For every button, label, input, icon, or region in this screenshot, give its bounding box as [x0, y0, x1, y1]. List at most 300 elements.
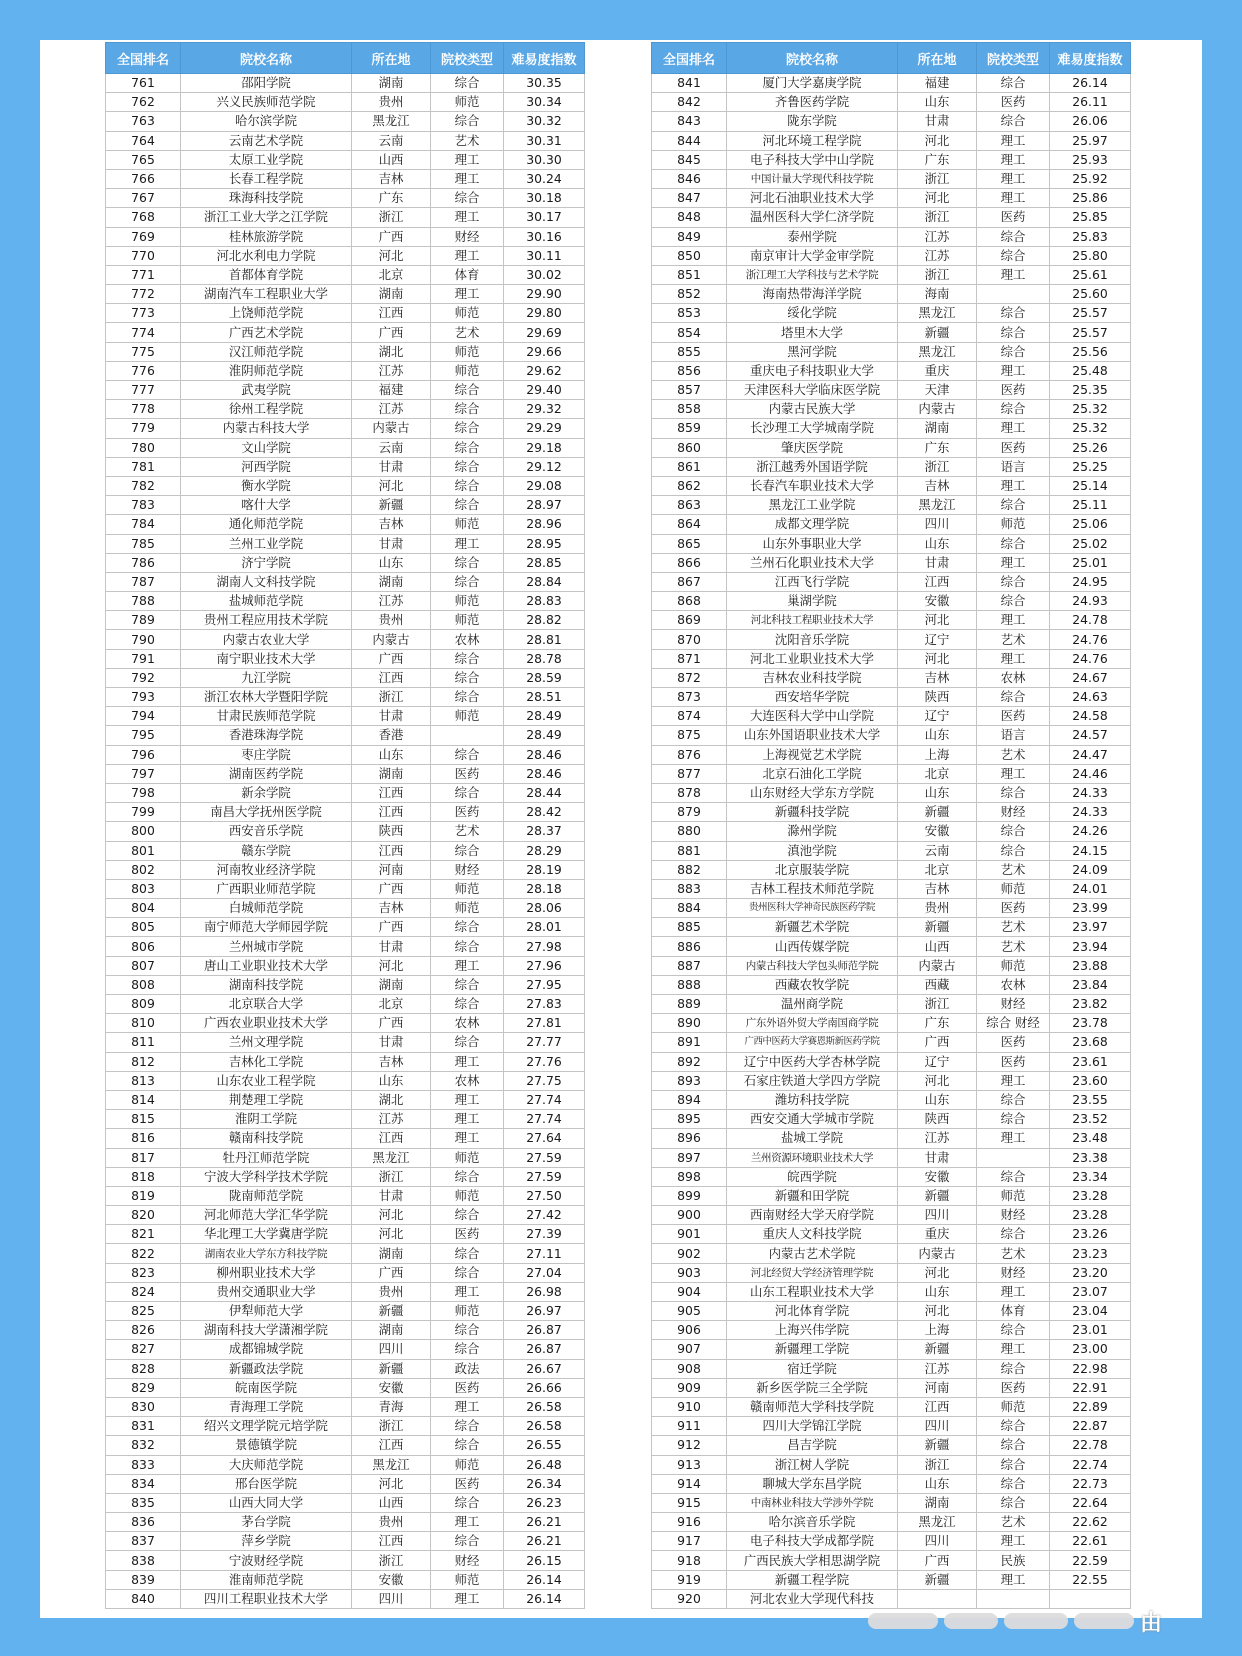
cell-rank: 818	[106, 1167, 181, 1186]
cell-location: 浙江	[898, 169, 977, 188]
cell-difficulty-index: 24.76	[1050, 630, 1131, 649]
table-row	[652, 361, 1131, 380]
cell-rank: 920	[652, 1589, 727, 1608]
cell-rank: 814	[106, 1090, 181, 1109]
cell-difficulty-index: 27.95	[504, 975, 585, 994]
cell-location: 河北	[352, 1225, 431, 1244]
cell-school-name: 汉江师范学院	[181, 342, 352, 361]
cell-school-name: 山东外国语职业技术大学	[727, 726, 898, 745]
cell-school-type: 综合	[431, 649, 504, 668]
cell-school-type: 医药	[431, 1474, 504, 1493]
cell-school-type: 艺术	[431, 131, 504, 150]
cell-school-type: 综合	[431, 937, 504, 956]
table-row	[106, 592, 585, 611]
table-row	[106, 189, 585, 208]
cell-school-name: 温州商学院	[727, 995, 898, 1014]
table-row	[106, 93, 585, 112]
cell-location: 江西	[352, 841, 431, 860]
cell-location: 山东	[898, 1474, 977, 1493]
cell-rank: 833	[106, 1455, 181, 1474]
cell-school-name: 宿迁学院	[727, 1359, 898, 1378]
table-row	[652, 1570, 1131, 1589]
table-row	[652, 1436, 1131, 1455]
table-row	[106, 1532, 585, 1551]
table-row	[652, 1282, 1131, 1301]
cell-location: 江西	[352, 1129, 431, 1148]
cell-school-type: 医药	[977, 93, 1050, 112]
cell-school-name: 贵州交通职业大学	[181, 1282, 352, 1301]
cell-difficulty-index: 22.78	[1050, 1436, 1131, 1455]
cell-school-name: 盐城师范学院	[181, 592, 352, 611]
cell-difficulty-index: 25.48	[1050, 361, 1131, 380]
cell-rank: 788	[106, 592, 181, 611]
cell-school-name: 河西学院	[181, 457, 352, 476]
cell-difficulty-index: 23.97	[1050, 918, 1131, 937]
cell-school-name: 山东工程职业技术大学	[727, 1282, 898, 1301]
cell-school-name: 河北环境工程学院	[727, 131, 898, 150]
cell-difficulty-index: 27.96	[504, 956, 585, 975]
cell-difficulty-index: 28.18	[504, 879, 585, 898]
cell-school-name: 兰州城市学院	[181, 937, 352, 956]
cell-difficulty-index: 27.59	[504, 1148, 585, 1167]
cell-school-name: 荆楚理工学院	[181, 1090, 352, 1109]
cell-school-name: 浙江越秀外国语学院	[727, 457, 898, 476]
cell-school-type: 农林	[431, 1014, 504, 1033]
table-row	[652, 496, 1131, 515]
cell-school-name: 盐城工学院	[727, 1129, 898, 1148]
cell-school-type: 综合	[977, 1225, 1050, 1244]
cell-school-type: 综合	[431, 745, 504, 764]
cell-school-type: 农林	[977, 975, 1050, 994]
cell-school-type: 理工	[431, 169, 504, 188]
cell-rank: 777	[106, 381, 181, 400]
cell-school-type: 艺术	[977, 860, 1050, 879]
cell-school-name: 新余学院	[181, 783, 352, 802]
table-row	[652, 534, 1131, 553]
table-row	[106, 879, 585, 898]
cell-school-type: 理工	[431, 150, 504, 169]
watermark-blur-4	[1074, 1613, 1134, 1629]
cell-school-type: 理工	[977, 476, 1050, 495]
cell-school-name: 山西传媒学院	[727, 937, 898, 956]
cell-school-type: 理工	[977, 1570, 1050, 1589]
cell-school-name: 湖南农业大学东方科技学院	[181, 1244, 352, 1263]
cell-rank: 820	[106, 1206, 181, 1225]
cell-rank: 851	[652, 265, 727, 284]
table-row	[652, 975, 1131, 994]
cell-school-type: 财经	[431, 860, 504, 879]
table-row	[652, 1244, 1131, 1263]
cell-location: 广西	[352, 227, 431, 246]
cell-location: 吉林	[352, 515, 431, 534]
cell-location: 吉林	[352, 899, 431, 918]
cell-school-type: 理工	[431, 1282, 504, 1301]
table-row	[652, 1321, 1131, 1340]
cell-location: 河北	[898, 1302, 977, 1321]
cell-difficulty-index: 22.91	[1050, 1378, 1131, 1397]
cell-school-name: 陇东学院	[727, 112, 898, 131]
cell-rank: 800	[106, 822, 181, 841]
cell-location: 浙江	[898, 265, 977, 284]
cell-school-type: 综合	[431, 112, 504, 131]
cell-difficulty-index: 28.96	[504, 515, 585, 534]
cell-school-name: 山东农业工程学院	[181, 1071, 352, 1090]
cell-school-name: 太原工业学院	[181, 150, 352, 169]
cell-difficulty-index: 22.98	[1050, 1359, 1131, 1378]
cell-school-type: 语言	[977, 726, 1050, 745]
cell-school-name: 枣庄学院	[181, 745, 352, 764]
cell-school-name: 赣南师范大学科技学院	[727, 1397, 898, 1416]
cell-school-name: 新疆和田学院	[727, 1186, 898, 1205]
table-row	[652, 592, 1131, 611]
cell-school-name: 北京石油化工学院	[727, 764, 898, 783]
cell-difficulty-index: 24.67	[1050, 668, 1131, 687]
cell-school-type: 综合	[977, 1090, 1050, 1109]
cell-school-name: 牡丹江师范学院	[181, 1148, 352, 1167]
cell-school-type: 医药	[977, 1033, 1050, 1052]
table-row	[652, 304, 1131, 323]
cell-school-type: 综合	[431, 918, 504, 937]
table-row	[652, 860, 1131, 879]
cell-school-type: 综合	[977, 1436, 1050, 1455]
cell-location: 山西	[352, 1493, 431, 1512]
cell-rank: 789	[106, 611, 181, 630]
table-row	[652, 1513, 1131, 1532]
cell-school-name: 湖南科技大学潇湘学院	[181, 1321, 352, 1340]
table-row	[106, 764, 585, 783]
cell-location: 吉林	[898, 668, 977, 687]
cell-rank: 817	[106, 1148, 181, 1167]
cell-rank: 891	[652, 1033, 727, 1052]
cell-difficulty-index: 26.66	[504, 1378, 585, 1397]
cell-difficulty-index: 27.74	[504, 1110, 585, 1129]
cell-difficulty-index: 25.11	[1050, 496, 1131, 515]
cell-rank: 917	[652, 1532, 727, 1551]
cell-difficulty-index: 22.87	[1050, 1417, 1131, 1436]
cell-difficulty-index: 25.92	[1050, 169, 1131, 188]
cell-difficulty-index: 28.19	[504, 860, 585, 879]
cell-school-type: 师范	[977, 956, 1050, 975]
cell-school-name: 中国计量大学现代科技学院	[727, 169, 898, 188]
cell-location: 内蒙古	[898, 1244, 977, 1263]
cell-school-name: 通化师范学院	[181, 515, 352, 534]
cell-location: 广西	[352, 1263, 431, 1282]
cell-school-name: 广西艺术学院	[181, 323, 352, 342]
cell-school-name: 吉林农业科技学院	[727, 668, 898, 687]
cell-difficulty-index: 28.81	[504, 630, 585, 649]
cell-rank: 860	[652, 438, 727, 457]
cell-location: 江苏	[898, 1359, 977, 1378]
cell-location: 江西	[898, 1397, 977, 1416]
header-school-type: 院校类型	[431, 43, 504, 74]
table-row	[652, 1129, 1131, 1148]
cell-location: 四川	[898, 1417, 977, 1436]
cell-school-name: 昌吉学院	[727, 1436, 898, 1455]
table-row	[652, 1033, 1131, 1052]
cell-location: 山东	[898, 783, 977, 802]
cell-rank: 852	[652, 285, 727, 304]
cell-school-type: 理工	[977, 361, 1050, 380]
cell-rank: 872	[652, 668, 727, 687]
table-row	[652, 1417, 1131, 1436]
cell-rank: 912	[652, 1436, 727, 1455]
table-row	[652, 707, 1131, 726]
table-row	[652, 803, 1131, 822]
cell-school-type: 理工	[977, 265, 1050, 284]
cell-school-type: 综合	[431, 1417, 504, 1436]
table-row	[106, 534, 585, 553]
cell-school-type: 农林	[431, 1071, 504, 1090]
cell-location: 甘肃	[352, 1186, 431, 1205]
cell-difficulty-index: 30.18	[504, 189, 585, 208]
cell-difficulty-index: 23.04	[1050, 1302, 1131, 1321]
cell-school-type: 综合	[977, 1167, 1050, 1186]
table-row	[106, 822, 585, 841]
cell-difficulty-index: 24.93	[1050, 592, 1131, 611]
cell-rank: 837	[106, 1532, 181, 1551]
cell-school-type: 理工	[977, 169, 1050, 188]
cell-school-name: 邵阳学院	[181, 74, 352, 93]
cell-rank: 874	[652, 707, 727, 726]
cell-rank: 850	[652, 246, 727, 265]
cell-school-name: 淮阴师范学院	[181, 361, 352, 380]
cell-rank: 781	[106, 457, 181, 476]
table-row	[652, 169, 1131, 188]
cell-rank: 898	[652, 1167, 727, 1186]
cell-school-name: 中南林业科技大学涉外学院	[727, 1493, 898, 1512]
cell-rank: 762	[106, 93, 181, 112]
table-row	[106, 1148, 585, 1167]
cell-school-type: 综合	[431, 1532, 504, 1551]
cell-rank: 854	[652, 323, 727, 342]
cell-school-type: 综合	[431, 1340, 504, 1359]
cell-school-type: 综合	[431, 189, 504, 208]
cell-location: 四川	[898, 1206, 977, 1225]
cell-rank: 812	[106, 1052, 181, 1071]
cell-location: 福建	[352, 381, 431, 400]
table-row	[106, 726, 585, 745]
cell-school-name: 浙江理工大学科技与艺术学院	[727, 265, 898, 284]
cell-school-name: 兰州文理学院	[181, 1033, 352, 1052]
cell-school-name: 沈阳音乐学院	[727, 630, 898, 649]
cell-location: 甘肃	[898, 553, 977, 572]
table-row	[106, 304, 585, 323]
cell-school-name: 西安培华学院	[727, 688, 898, 707]
cell-school-type: 综合 财经	[977, 1014, 1050, 1033]
cell-school-name: 黑龙江工业学院	[727, 496, 898, 515]
table-row	[652, 1302, 1131, 1321]
cell-location: 内蒙古	[352, 419, 431, 438]
cell-rank: 916	[652, 1513, 727, 1532]
cell-difficulty-index: 25.83	[1050, 227, 1131, 246]
table-row	[106, 400, 585, 419]
cell-school-type: 艺术	[431, 822, 504, 841]
cell-difficulty-index: 23.28	[1050, 1186, 1131, 1205]
cell-school-type: 艺术	[977, 1244, 1050, 1263]
table-row	[106, 381, 585, 400]
cell-school-type	[431, 726, 504, 745]
cell-school-name: 香港珠海学院	[181, 726, 352, 745]
cell-school-name: 新疆科技学院	[727, 803, 898, 822]
cell-school-type: 财经	[977, 803, 1050, 822]
table-row	[106, 1378, 585, 1397]
table-row	[106, 1417, 585, 1436]
cell-school-type: 理工	[977, 189, 1050, 208]
cell-difficulty-index: 28.84	[504, 572, 585, 591]
cell-rank: 848	[652, 208, 727, 227]
cell-difficulty-index: 27.39	[504, 1225, 585, 1244]
cell-school-type: 师范	[431, 1186, 504, 1205]
cell-difficulty-index: 23.52	[1050, 1110, 1131, 1129]
cell-school-type: 师范	[431, 1148, 504, 1167]
cell-difficulty-index: 26.87	[504, 1321, 585, 1340]
cell-school-type: 理工	[431, 956, 504, 975]
cell-school-name: 南昌大学抚州医学院	[181, 803, 352, 822]
cell-school-type: 综合	[431, 688, 504, 707]
cell-school-name: 兰州资源环境职业技术大学	[727, 1148, 898, 1167]
cell-rank: 813	[106, 1071, 181, 1090]
cell-school-name: 长春汽车职业技术大学	[727, 476, 898, 495]
cell-school-type: 综合	[431, 1167, 504, 1186]
cell-location: 湖南	[352, 572, 431, 591]
cell-rank: 880	[652, 822, 727, 841]
cell-school-name: 绥化学院	[727, 304, 898, 323]
cell-school-type: 政法	[431, 1359, 504, 1378]
cell-school-name: 巢湖学院	[727, 592, 898, 611]
table-row	[652, 265, 1131, 284]
cell-school-name: 南宁师范大学师园学院	[181, 918, 352, 937]
cell-school-name: 陇南师范学院	[181, 1186, 352, 1205]
cell-school-type: 理工	[977, 611, 1050, 630]
cell-rank: 882	[652, 860, 727, 879]
cell-location: 北京	[898, 860, 977, 879]
cell-location: 山西	[352, 150, 431, 169]
cell-school-name: 宁波大学科学技术学院	[181, 1167, 352, 1186]
cell-school-type: 理工	[977, 1071, 1050, 1090]
cell-school-type: 综合	[977, 1359, 1050, 1378]
watermark-blur-2	[944, 1613, 998, 1629]
cell-school-name: 北京服装学院	[727, 860, 898, 879]
table-row	[106, 1513, 585, 1532]
cell-school-type: 师范	[431, 1455, 504, 1474]
cell-difficulty-index: 26.67	[504, 1359, 585, 1378]
cell-rank: 807	[106, 956, 181, 975]
cell-rank: 866	[652, 553, 727, 572]
cell-location: 山东	[898, 534, 977, 553]
cell-school-name: 华北理工大学冀唐学院	[181, 1225, 352, 1244]
cell-rank: 827	[106, 1340, 181, 1359]
table-row	[106, 783, 585, 802]
header-difficulty-index: 难易度指数	[504, 43, 585, 74]
cell-school-name: 西安音乐学院	[181, 822, 352, 841]
cell-location: 海南	[898, 285, 977, 304]
cell-school-type: 理工	[977, 1340, 1050, 1359]
table-row	[106, 1090, 585, 1109]
table-row	[106, 1225, 585, 1244]
cell-location: 山东	[898, 726, 977, 745]
cell-rank: 763	[106, 112, 181, 131]
cell-rank: 919	[652, 1570, 727, 1589]
cell-location: 河北	[352, 956, 431, 975]
cell-difficulty-index: 28.49	[504, 707, 585, 726]
cell-location: 河南	[898, 1378, 977, 1397]
cell-rank: 897	[652, 1148, 727, 1167]
cell-rank: 877	[652, 764, 727, 783]
cell-location: 河北	[898, 189, 977, 208]
cell-school-type: 理工	[431, 1589, 504, 1608]
cell-school-type: 综合	[977, 688, 1050, 707]
table-row	[652, 246, 1131, 265]
cell-school-type: 艺术	[977, 937, 1050, 956]
cell-school-type: 综合	[977, 400, 1050, 419]
cell-location: 上海	[898, 745, 977, 764]
cell-rank: 805	[106, 918, 181, 937]
cell-location: 江苏	[352, 361, 431, 380]
cell-location: 浙江	[352, 688, 431, 707]
cell-location: 吉林	[898, 476, 977, 495]
table-row	[106, 956, 585, 975]
cell-difficulty-index: 23.38	[1050, 1148, 1131, 1167]
cell-school-type: 综合	[431, 1263, 504, 1282]
cell-difficulty-index: 26.58	[504, 1397, 585, 1416]
cell-school-name: 河北农业大学现代科技	[727, 1589, 898, 1608]
cell-school-name: 温州医科大学仁济学院	[727, 208, 898, 227]
table-row	[106, 899, 585, 918]
cell-rank: 841	[652, 74, 727, 93]
cell-location: 重庆	[898, 1225, 977, 1244]
cell-location: 湖北	[352, 342, 431, 361]
cell-location: 云南	[898, 841, 977, 860]
table-row	[652, 1551, 1131, 1570]
cell-school-type: 综合	[431, 496, 504, 515]
cell-rank: 771	[106, 265, 181, 284]
cell-difficulty-index: 28.29	[504, 841, 585, 860]
cell-rank: 906	[652, 1321, 727, 1340]
cell-location: 安徽	[352, 1570, 431, 1589]
cell-school-name: 萍乡学院	[181, 1532, 352, 1551]
cell-school-type	[977, 1148, 1050, 1167]
cell-school-type: 师范	[431, 361, 504, 380]
cell-school-name: 上海视觉艺术学院	[727, 745, 898, 764]
cell-location: 江西	[352, 1532, 431, 1551]
cell-rank: 865	[652, 534, 727, 553]
cell-rank: 868	[652, 592, 727, 611]
cell-rank: 821	[106, 1225, 181, 1244]
cell-school-type: 综合	[977, 246, 1050, 265]
cell-school-name: 长春工程学院	[181, 169, 352, 188]
cell-rank: 778	[106, 400, 181, 419]
table-row	[652, 438, 1131, 457]
cell-difficulty-index: 29.40	[504, 381, 585, 400]
cell-difficulty-index: 22.73	[1050, 1474, 1131, 1493]
table-row	[652, 457, 1131, 476]
cell-school-name: 新疆工程学院	[727, 1570, 898, 1589]
cell-school-name: 河北石油职业技术大学	[727, 189, 898, 208]
cell-rank: 774	[106, 323, 181, 342]
cell-school-name: 吉林化工学院	[181, 1052, 352, 1071]
cell-school-name: 广西职业师范学院	[181, 879, 352, 898]
cell-location: 北京	[352, 995, 431, 1014]
cell-difficulty-index: 25.80	[1050, 246, 1131, 265]
table-row	[652, 918, 1131, 937]
cell-rank: 765	[106, 150, 181, 169]
table-row	[652, 112, 1131, 131]
cell-location: 黑龙江	[898, 304, 977, 323]
cell-difficulty-index: 25.61	[1050, 265, 1131, 284]
cell-rank: 907	[652, 1340, 727, 1359]
cell-school-name: 青海理工学院	[181, 1397, 352, 1416]
cell-location: 新疆	[898, 918, 977, 937]
